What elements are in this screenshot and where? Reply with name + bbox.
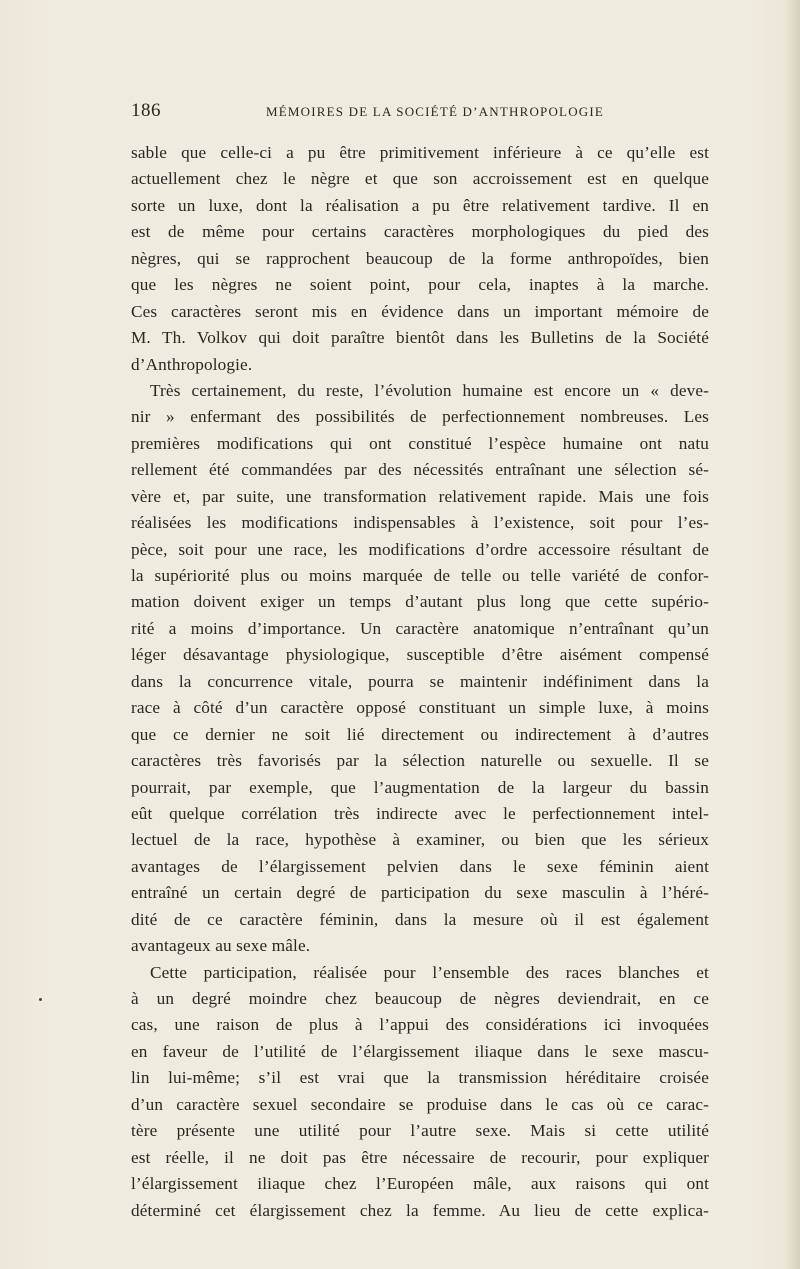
text-line: que les nègres ne soient point, pour cela, inaptes à la marche. [131,275,709,295]
text-line: sable que celle-ci a pu être primitivement inférieure à ce qu’elle est [131,143,709,162]
text-line: Ces caractères seront mis en évidence dans un important mémoire de [131,301,709,321]
text-line: nir » enfermant des possibilités de perfectionnement nombreuses. Les [131,407,709,427]
text-line: lectuel de la race, hypothèse à examiner, ou bien que les sérieux [131,830,709,850]
text-line: déterminé cet élargissement chez la femme. Au lieu de cette explica- [131,1200,709,1220]
text-line: dans la concurrence vitale, pourra se maintenir indéfiniment dans la [131,671,709,691]
text-line: pèce, soit pour une race, les modifications d’ordre accessoire résultant de [131,539,709,559]
text-line: sorte un luxe, dont la réalisation a pu être relativement tardive. Il en [131,195,709,215]
text-line: M. Th. Volkov qui doit paraître bientôt dans les Bulletins de la Société [131,328,709,348]
text-line: Très certainement, du reste, l’évolution humaine est encore un « deve- [150,380,709,400]
page-number: 186 [131,100,161,121]
text-line: réalisées les modifications indispensables à l’existence, soit pour l’es- [131,513,709,533]
margin-speck [39,998,42,1001]
text-line: rellement été commandées par des nécessités entraînant une sélection sé- [131,460,709,480]
text-line: race à côté d’un caractère opposé constituant un simple luxe, à moins [131,698,709,718]
text-line: avantageux au sexe mâle. [131,936,311,956]
text-line: avantages de l’élargissement pelvien dans le sexe féminin aient [131,856,709,876]
text-line: à un degré moindre chez beaucoup de nègres deviendrait, en ce [131,989,709,1008]
text-line: léger désavantage physiologique, susceptible d’être aisément compensé [131,645,709,665]
text-line: en faveur de l’utilité de l’élargissement iliaque dans le sexe mascu- [131,1041,709,1061]
text-line: l’élargissement iliaque chez l’Européen mâle, aux raisons qui ont [131,1174,709,1194]
text-line: entraîné un certain degré de participation du sexe masculin à l’héré- [131,883,709,903]
text-line: dité de ce caractère féminin, dans la mesure où il est également [131,909,709,929]
text-line: mation doivent exiger un temps d’autant plus long que cette supério- [131,592,709,612]
text-line: lin lui-même; s’il est vrai que la transmission héréditaire croisée [131,1068,709,1088]
text-line: la supériorité plus ou moins marquée de telle ou telle variété de confor- [131,566,709,585]
text-line: est réelle, il ne doit pas être nécessaire de recourir, pour expliquer [131,1147,709,1167]
text-line: tère présente une utilité pour l’autre sexe. Mais si cette utilité [131,1121,709,1141]
text-line: eût quelque corrélation très indirecte avec le perfectionnement intel- [131,803,709,823]
text-line: que ce dernier ne soit lié directement ou indirectement à d’autres [131,724,709,744]
running-title: MÉMOIRES DE LA SOCIÉTÉ D’ANTHROPOLOGIE [265,104,605,119]
running-head [131,100,709,124]
body-text [131,140,709,1224]
text-line: cas, une raison de plus à l’appui des considérations ici invoquées [131,1015,709,1035]
text-line: caractères très favorisés par la sélection naturelle ou sexuelle. Il se [131,751,709,771]
text-line: premières modifications qui ont constitué l’espèce humaine ont natu [131,433,709,453]
text-line: actuellement chez le nègre et que son accroissement est en quelque [131,169,709,189]
text-line: est de même pour certains caractères morphologiques du pied des [131,222,709,242]
text-line: vère et, par suite, une transformation relativement rapide. Mais une fois [131,486,709,506]
page-edge-shadow [786,0,800,1269]
text-line: rité a moins d’importance. Un caractère anatomique n’entraînant qu’un [131,618,709,638]
text-line: nègres, qui se rapprochent beaucoup de la forme anthropoïdes, bien [131,248,709,268]
text-line: d’Anthropologie. [131,354,253,374]
text-line: pourrait, par exemple, que l’augmentation de la largeur du bassin [131,777,709,797]
text-line: d’un caractère sexuel secondaire se produise dans le cas où ce carac- [131,1094,709,1114]
text-line: Cette participation, réalisée pour l’ensemble des races blanches et [150,962,709,982]
